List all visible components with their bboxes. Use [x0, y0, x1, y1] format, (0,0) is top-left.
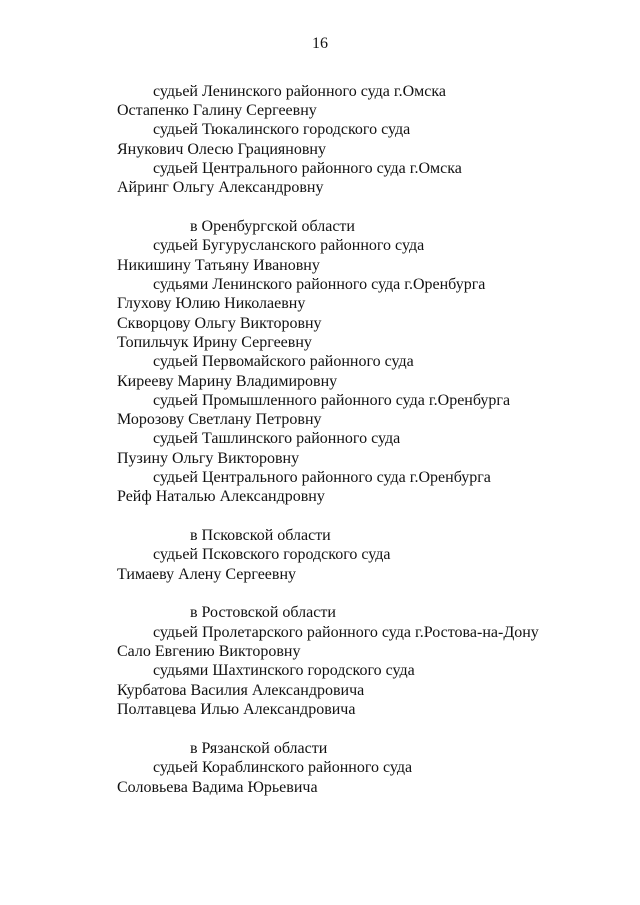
judge-name: Глухову Юлию Николаевну — [117, 295, 306, 312]
region-heading: в Ростовской области — [190, 604, 336, 621]
judge-name: Айринг Ольгу Александровну — [117, 179, 324, 196]
court-line: судьей Ленинского районного суда г.Омска — [153, 83, 446, 100]
judge-name: Сало Евгению Викторовну — [117, 643, 301, 660]
court-line: судьей Первомайского районного суда — [153, 353, 414, 370]
court-line: судьей Центрального районного суда г.Омска — [153, 160, 462, 177]
judge-name: Остапенко Галину Сергеевну — [117, 102, 317, 119]
judge-name: Курбатова Василия Александровича — [117, 682, 365, 699]
judge-name: Никишину Татьяну Ивановну — [117, 257, 320, 274]
judge-name: Морозову Светлану Петровну — [117, 411, 322, 428]
court-line: судьей Кораблинского районного суда — [153, 759, 413, 776]
court-line: судьей Тюкалинского городского суда — [153, 121, 411, 138]
court-line: судьей Центрального районного суда г.Оренбурга — [153, 469, 491, 486]
judge-name: Полтавцева Илью Александровича — [117, 701, 356, 718]
judge-name: Пузину Ольгу Викторовну — [117, 450, 300, 467]
judge-name: Скворцову Ольгу Викторовну — [117, 315, 322, 332]
judge-name: Янукович Олесю Грацияновну — [117, 141, 326, 158]
court-line: судьей Пролетарского районного суда г.Ростова-на-Дону — [153, 624, 539, 641]
court-line: судьями Шахтинского городского суда — [153, 662, 415, 679]
judge-name: Кирееву Марину Владимировну — [117, 373, 338, 390]
court-line: судьей Псковского городского суда — [153, 546, 391, 563]
region-heading: в Рязанской области — [190, 740, 328, 757]
court-line: судьей Ташлинского районного суда — [153, 430, 401, 447]
page-number: 16 — [312, 35, 328, 52]
court-line: судьей Промышленного районного суда г.Оренбурга — [153, 392, 511, 409]
judge-name: Рейф Наталью Александровну — [117, 488, 325, 505]
court-line: судьями Ленинского районного суда г.Оренбурга — [153, 276, 486, 293]
judge-name: Тимаеву Алену Сергеевну — [117, 566, 297, 583]
judge-name: Топильчук Ирину Сергеевну — [117, 334, 312, 351]
court-line: судьей Бугурусланского районного суда — [153, 237, 425, 254]
region-heading: в Оренбургской области — [190, 218, 355, 235]
judge-name: Соловьева Вадима Юрьевича — [117, 779, 318, 796]
region-heading: в Псковской области — [190, 527, 331, 544]
